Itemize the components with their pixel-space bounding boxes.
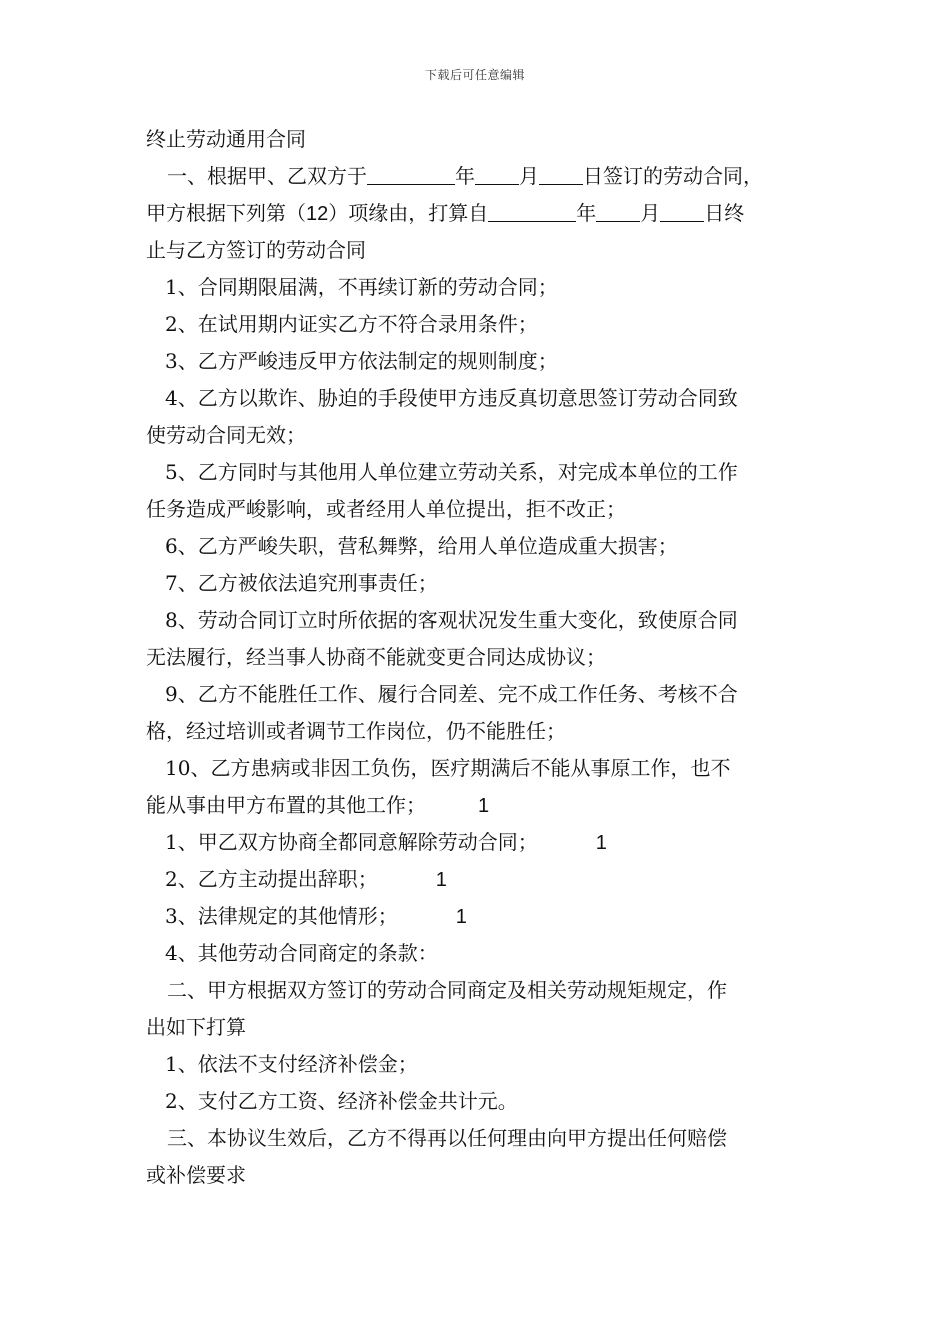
text-segment: 年	[576, 201, 597, 225]
page-header: 下载后可任意编辑	[424, 68, 525, 82]
other-item-1	[146, 824, 826, 861]
check-marker: 1	[455, 906, 467, 928]
reason-item-4-line-1: 4、乙方以欺诈、胁迫的手段使甲方违反真切意思签订劳动合同致	[165, 386, 738, 410]
paragraph-2-line-2: 出如下打算	[146, 1015, 246, 1039]
text-segment: 日签订的劳动合同，	[583, 164, 763, 188]
text-segment: 月	[640, 201, 661, 225]
reason-item-6: 6、乙方严峻失职，营私舞弊，给用人单位造成重大损害；	[165, 534, 678, 558]
text-segment: 能从事由甲方布置的其他工作；	[146, 793, 426, 817]
reason-item-5-line-1: 5、乙方同时与其他用人单位建立劳动关系，对完成本单位的工作	[165, 460, 738, 484]
check-marker: 1	[595, 832, 607, 854]
reason-item-7: 7、乙方被依法追究刑事责任；	[165, 571, 438, 595]
decision-item-1: 1、依法不支付经济补偿金；	[165, 1052, 418, 1076]
text-segment: 日终	[704, 201, 745, 225]
document-body	[146, 121, 826, 1194]
text-segment: 年	[455, 164, 475, 188]
text-segment: 月	[519, 164, 539, 188]
document-title: 终止劳动通用合同	[146, 127, 306, 151]
reason-number: 12	[306, 203, 329, 225]
reason-item-1: 1、合同期限届满，不再续订新的劳动合同；	[165, 275, 558, 299]
check-marker: 1	[435, 869, 447, 891]
paragraph-3-line-1: 三、本协议生效后，乙方不得再以任何理由向甲方提出任何赔偿	[167, 1126, 727, 1150]
reason-item-9-line-1: 9、乙方不能胜任工作、履行合同差、完不成工作任务、考核不合	[165, 682, 738, 706]
paragraph-1-line-1	[146, 158, 826, 195]
year-blank[interactable]	[367, 162, 455, 185]
reason-item-5-line-2: 任务造成严峻影响，或者经用人单位提出，拒不改正；	[146, 497, 626, 521]
text-segment: 一、根据甲、乙双方于	[167, 164, 367, 188]
paragraph-1-line-2	[146, 195, 826, 232]
text-segment: 甲方根据下列第（	[146, 201, 306, 225]
reason-item-2: 2、在试用期内证实乙方不符合录用条件；	[165, 312, 538, 336]
reason-item-4-line-2: 使劳动合同无效；	[146, 423, 306, 447]
reason-item-9-line-2: 格，经过培训或者调节工作岗位，仍不能胜任；	[146, 719, 566, 743]
other-item-2	[146, 861, 826, 898]
other-item-4: 4、其他劳动合同商定的条款：	[165, 941, 438, 965]
text-segment: 1、甲乙双方协商全都同意解除劳动合同；	[165, 830, 538, 854]
reason-item-8-line-1: 8、劳动合同订立时所依据的客观状况发生重大变化，致使原合同	[165, 608, 738, 632]
paragraph-1-line-3: 止与乙方签订的劳动合同	[146, 238, 366, 262]
reason-item-3: 3、乙方严峻违反甲方依法制定的规则制度；	[165, 349, 558, 373]
text-segment: 3、法律规定的其他情形；	[165, 904, 398, 928]
text-segment: 2、乙方主动提出辞职；	[165, 867, 378, 891]
month-blank[interactable]	[596, 199, 640, 222]
reason-item-10-line-1: 10、乙方患病或非因工负伤，医疗期满后不能从事原工作，也不	[165, 756, 731, 780]
year-blank[interactable]	[488, 199, 576, 222]
reason-item-8-line-2: 无法履行，经当事人协商不能就变更合同达成协议；	[146, 645, 606, 669]
day-blank[interactable]	[539, 162, 583, 185]
check-marker: 1	[478, 795, 490, 817]
month-blank[interactable]	[475, 162, 519, 185]
paragraph-2-line-1: 二、甲方根据双方签订的劳动合同商定及相关劳动规矩规定，作	[167, 978, 727, 1002]
text-segment: ）项缘由，打算自	[328, 201, 489, 225]
reason-item-10-line-2	[146, 787, 826, 824]
other-item-3	[146, 898, 826, 935]
decision-item-2: 2、支付乙方工资、经济补偿金共计元。	[165, 1089, 518, 1113]
day-blank[interactable]	[660, 199, 704, 222]
paragraph-3-line-2: 或补偿要求	[146, 1163, 246, 1187]
